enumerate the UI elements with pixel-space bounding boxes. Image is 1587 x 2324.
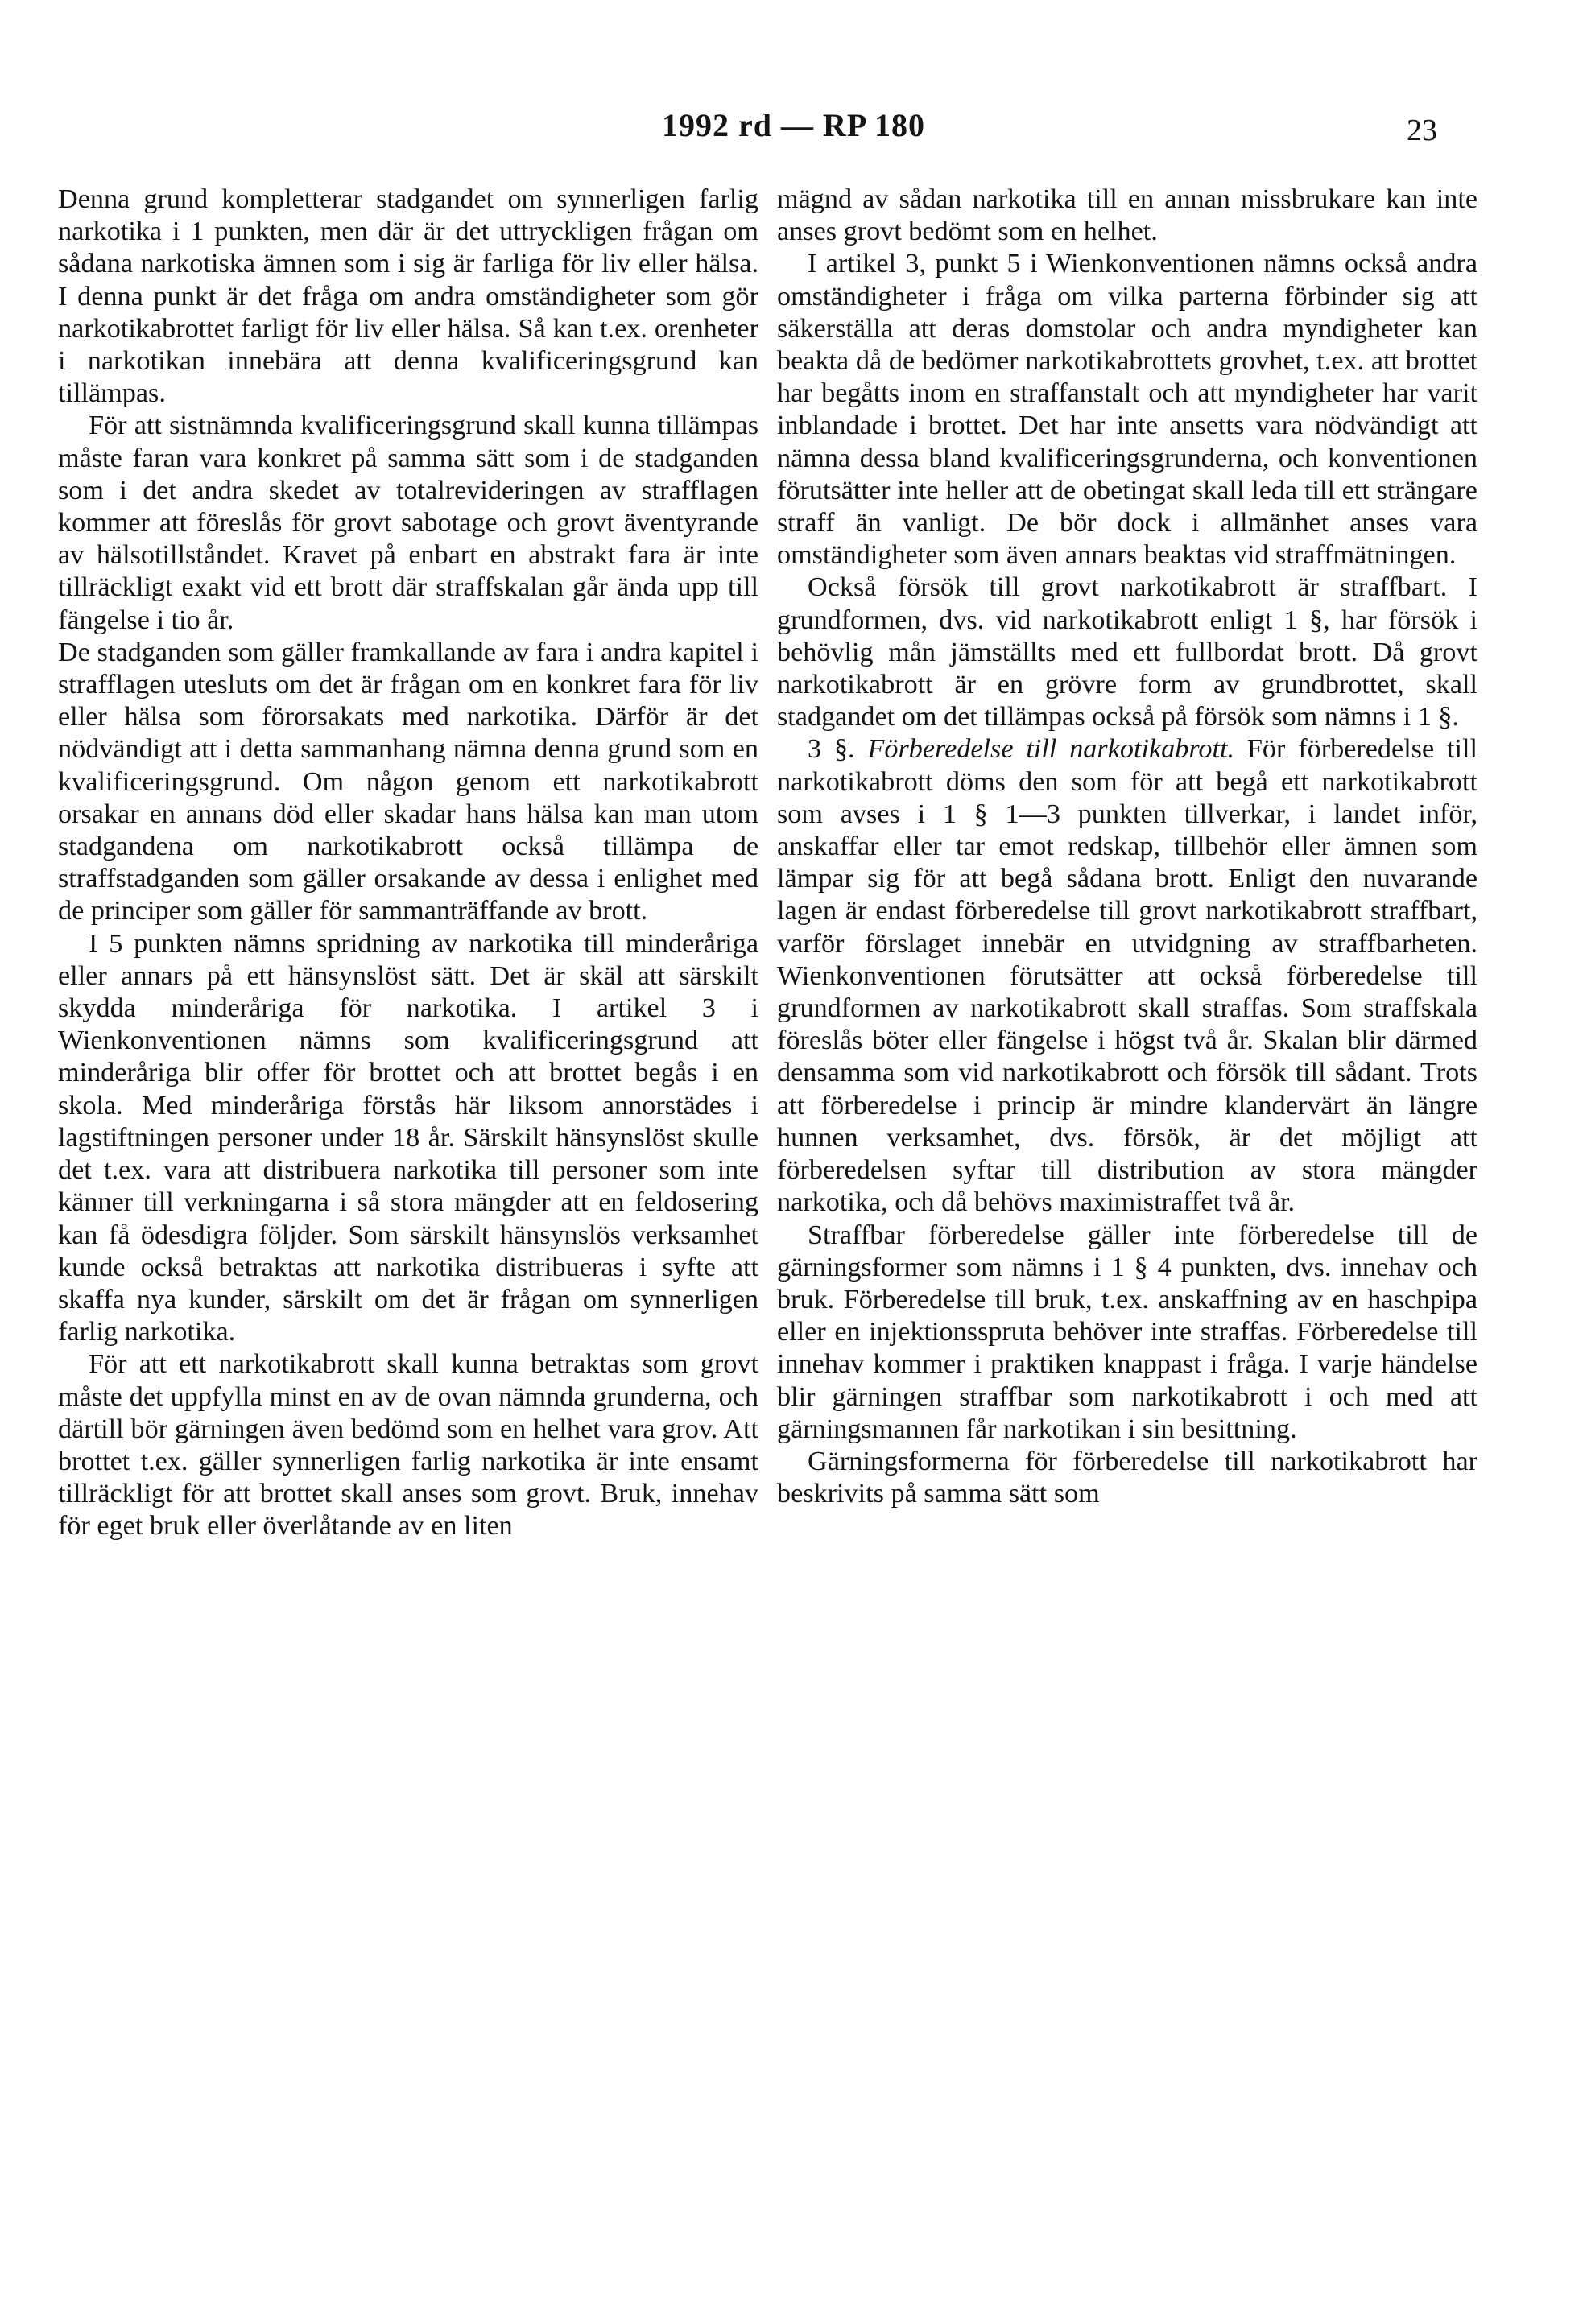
header-title: 1992 rd — RP 180: [661, 107, 926, 143]
paragraph: Denna grund kompletterar stadgandet om synnerligen farlig narkotika i 1 punkten, men där är det uttryckligen frågan om sådana narkotiska ämnen som i sig är farliga för liv eller hälsa. I denna punkt är det fråga om andra omständigheter som gör narkotikabrottet farligt för liv eller hälsa. Så kan t.ex. orenheter i narkotikan innebära att denna kvalificeringsgrund kan tillämpas.: [58, 184, 758, 409]
section-paragraph: [777, 733, 1477, 1219]
paragraph: För att sistnämnda kvalificeringsgrund skall kunna tillämpas måste faran vara konkret på samma sätt som i de stadganden som i det andra skedet av totalrevideringen av strafflagen kommer att föreslås för grovt sabotage och grovt äventyrande av hälsotillståndet. Kravet på enbart en abstrakt fara är inte tillräckligt exakt vid ett brott där straffskalan går ända upp till fängelse i tio år.: [58, 411, 758, 635]
paragraph: Också försök till grovt narkotikabrott är straffbart. I grundformen, dvs. vid narkotikabrott enligt 1 §, har försök i behövlig mån jämställts med ett fullbordat brott. Då grovt narkotikabrott är en grövre form av grundbrottet, skall stadgandet om det tillämpas också på försök som nämns i 1 §.: [777, 572, 1477, 733]
section-heading: Förberedelse till narkotikabrott.: [867, 734, 1234, 765]
paragraph: Gärningsformerna för förberedelse till narkotikabrott har beskrivits på samma sätt som: [777, 1446, 1477, 1509]
paragraph: I artikel 3, punkt 5 i Wienkonventionen nämns också andra omständigheter i fråga om vilka parterna förbinder sig att säkerställa att deras domstolar och andra myndigheter kan beakta då de bedömer narkotikabrottets grovhet, t.ex. att brottet har begåtts inom en straffanstalt och att myndigheter har varit inblandade i brottet. Det har inte ansetts vara nödvändigt att nämna dessa bland kvalificeringsgrunderna, och konventionen förutsätter inte heller att de obetingat skall leda till ett strängare straff än vanligt. De bör dock i allmänhet anses vara omständigheter som även annars beaktas vid straffmätningen.: [777, 249, 1477, 571]
section-body: För förberedelse till narkotikabrott döms den som för att begå ett narkotikabrott som avses i 1 § 1—3 punkten tillverkar, i landet inför, anskaffar eller tar emot redskap, tillbehör eller ämnen som lämpar sig för att begå sådana brott. Enligt den nuvarande lagen är endast förberedelse till grovt narkotikabrott straffbart, varför förslaget innebär en utvidgning av straffbarheten. Wienkonventionen förutsätter att också förberedelse till grundformen av narkotikabrott skall straffas. Som straffskala föreslås böter eller fängelse i högst två år. Skalan blir därmed densamma som vid narkotikabrott och försök till sådant. Trots att förberedelse i princip är mindre klandervärt än längre hunnen verksamhet, dvs. försök, är det möjligt att förberedelsen syftar till distribution av stora mängder narkotika, och då behövs maximistraffet två år.: [777, 734, 1478, 1218]
page-number: 23: [1407, 114, 1437, 147]
paragraph: I 5 punkten nämns spridning av narkotika till minderåriga eller annars på ett hänsynslöst sätt. Det är skäl att särskilt skydda minderåriga för narkotika. I artikel 3 i Wienkonventionen nämns som kvalificeringsgrund att minderåriga blir offer för brottet och att brottet begås i en skola. Med minderåriga förstås här liksom annorstädes i lagstiftningen personer under 18 år. Särskilt hänsynslöst skulle det t.ex. vara att distribuera narkotika till personer som inte känner till verkningarna i så stora mängder att en feldosering kan få ödesdigra följder. Som särskilt hänsynslös verksamhet kunde också betraktas att narkotika distribueras i syfte att skaffa nya kunder, särskilt om det är frågan om synnerligen farlig narkotika.: [58, 928, 758, 1348]
paragraph: De stadganden som gäller framkallande av fara i andra kapitel i strafflagen utesluts om det är frågan om en konkret fara för liv eller hälsa som förorsakats med narkotika. Därför är det nödvändigt att i detta sammanhang nämna denna grund som en kvalificeringsgrund. Om någon genom ett narkotikabrott orsakar en annans död eller skadar hans hälsa kan man utom stadgandena om narkotikabrott också tillämpa de straffstadganden som gäller orsakande av dessa i enlighet med de principer som gäller för sammanträffande av brott.: [58, 637, 758, 927]
paragraph: För att ett narkotikabrott skall kunna betraktas som grovt måste det uppfylla minst en av de ovan nämnda grunderna, och därtill bör gärningen även bedömd som en helhet vara grov. Att brottet t.ex. gäller synnerligen farlig narkotika är inte ensamt tillräckligt för att brottet skall anses som grovt. Bruk, innehav för eget bruk eller överlåtande av en liten: [58, 1349, 758, 1542]
paragraph: mägnd av sådan narkotika till en annan missbrukare kan inte anses grovt bedömt som en helhet.: [777, 184, 1477, 247]
paragraph: Straffbar förberedelse gäller inte förberedelse till de gärningsformer som nämns i 1 § 4 punkten, dvs. innehav och bruk. Förberedelse till bruk, t.ex. anskaffning av en haschpipa eller en injektionsspruta behöver inte straffas. Förberedelse till innehav kommer i praktiken knappast i fråga. I varje händelse blir gärningen straffbar som narkotikabrott i och med att gärningsmannen får narkotikan i sin besittning.: [777, 1220, 1477, 1444]
right-column: [777, 184, 1477, 1510]
left-column: [58, 184, 758, 1543]
page-header: [0, 101, 1587, 150]
section-number: 3 §.: [808, 734, 855, 765]
